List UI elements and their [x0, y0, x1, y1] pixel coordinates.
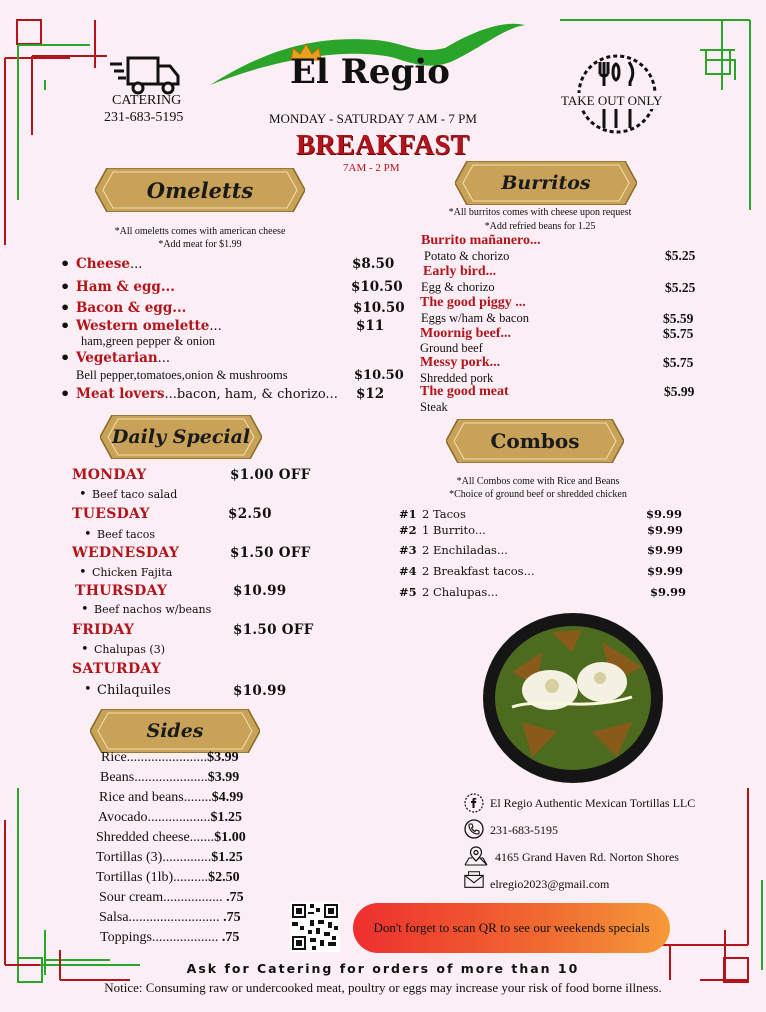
chilaquiles-photo — [482, 612, 664, 784]
omelett-item: • Cheese... — [76, 256, 142, 272]
email-icon — [463, 869, 485, 891]
brand-logo: El Regio — [290, 52, 450, 92]
catering-label: CATERING — [112, 93, 182, 108]
contact-phone: 231-683-5195 — [490, 823, 558, 837]
day-item: • Beef nachos w/beans — [94, 603, 211, 616]
burrito-name: The good piggy ... — [420, 295, 526, 310]
qr-message: Don't forget to scan QR to see our weekends specials — [373, 920, 650, 935]
omelett-item: • Vegetarian... — [76, 350, 170, 366]
day-item: • Chicken Fajita — [92, 566, 172, 579]
combo-price: $9.99 — [647, 564, 684, 578]
day-label: THURSDAY — [75, 583, 168, 599]
burrito-price: $5.75 — [663, 326, 694, 341]
burrito-desc: Steak — [420, 400, 448, 414]
day-price: $1.50 OFF — [230, 545, 311, 561]
qr-code[interactable] — [290, 902, 340, 952]
burrito-desc: Shredded pork — [420, 371, 494, 385]
burrito-desc: Egg & chorizo — [421, 280, 495, 294]
day-label: TUESDAY — [72, 506, 150, 522]
omelett-price: $8.50 — [352, 256, 395, 272]
burrito-desc: Eggs w/ham & bacon — [421, 311, 529, 325]
burrito-price: $5.75 — [663, 355, 694, 370]
day-price: $1.50 OFF — [233, 622, 314, 638]
truck-icon — [108, 50, 184, 96]
catering-note: Ask for Catering for orders of more than 10 — [186, 961, 580, 976]
burritos-note-1: *All burritos comes with cheese upon request — [448, 207, 632, 218]
side-item: Rice and beans........$4.99 — [99, 790, 244, 805]
takeout-label: TAKE OUT ONLY — [561, 93, 663, 108]
combo-price: $9.99 — [647, 523, 684, 537]
burrito-name: Messy pork... — [420, 355, 501, 370]
combo-name: 2 Breakfast tacos... — [422, 564, 535, 578]
omelett-item: • Ham & egg... — [76, 279, 175, 295]
combo-number: #3 — [399, 543, 417, 557]
health-notice: Notice: Consuming raw or undercooked meat, poultry or eggs may increase your risk of food borne illness. — [104, 980, 662, 995]
side-item: Salsa.......................... .75 — [99, 910, 241, 925]
combos-note-2: *Choice of ground beef or shredded chicken — [449, 489, 627, 500]
omelett-price: $10.50 — [353, 300, 405, 316]
corner-frame-bottom-right — [640, 780, 766, 1012]
day-item: • Chalupas (3) — [94, 643, 165, 656]
burrito-price: $5.25 — [665, 248, 696, 263]
day-label: WEDNESDAY — [72, 545, 180, 561]
burrito-name: Moornig beef... — [420, 326, 511, 341]
burrito-price: $5.99 — [664, 384, 695, 399]
burritos-title: Burritos — [501, 172, 591, 194]
omelett-price: $10.50 — [351, 279, 403, 295]
combo-name: 1 Burrito... — [422, 523, 486, 537]
omelett-item: • Bacon & egg... — [76, 300, 186, 316]
day-price: $1.00 OFF — [230, 467, 311, 483]
side-item: Rice.......................$3.99 — [101, 750, 239, 765]
section-hours: 7AM - 2 PM — [343, 162, 400, 174]
sides-title: Sides — [146, 720, 204, 742]
day-item: • Beef taco salad — [92, 488, 177, 501]
day-price: $10.99 — [233, 683, 287, 699]
combo-price: $9.99 — [646, 507, 683, 521]
omelett-desc: Bell pepper,tomatoes,onion & mushrooms — [76, 368, 288, 382]
catering-phone: 231-683-5195 — [104, 110, 184, 125]
side-item: Beans.....................$3.99 — [100, 770, 240, 785]
day-label: SATURDAY — [72, 661, 162, 677]
combo-number: #4 — [399, 564, 417, 578]
side-item: Toppings................... .75 — [100, 930, 240, 945]
combos-note-1: *All Combos come with Rice and Beans — [456, 476, 620, 487]
burritos-note-2: *Add refried beans for 1.25 — [484, 221, 596, 232]
side-item: Avocado..................$1.25 — [98, 810, 242, 825]
omeletts-banner — [95, 168, 305, 212]
burritos-banner — [455, 161, 637, 205]
burrito-name: The good meat — [420, 384, 509, 399]
hours-text: MONDAY - SATURDAY 7 AM - 7 PM — [269, 111, 477, 126]
omeletts-title: Omeletts — [146, 177, 254, 203]
burrito-desc: Potato & chorizo — [424, 249, 510, 263]
burrito-desc: Ground beef — [420, 341, 483, 355]
burrito-name: Early bird... — [423, 264, 497, 279]
combos-title: Combos — [490, 429, 580, 453]
qr-message-pill — [353, 903, 670, 953]
side-item: Shredded cheese.......$1.00 — [96, 830, 246, 845]
side-item: Tortillas (1lb)..........$2.50 — [96, 870, 240, 885]
location-icon — [463, 845, 489, 867]
facebook-icon — [463, 792, 485, 814]
omelett-price: $12 — [356, 386, 385, 402]
day-price: $2.50 — [228, 506, 272, 522]
side-item: Sour cream................. .75 — [99, 890, 244, 905]
sides-banner — [90, 709, 260, 753]
burrito-price: $5.25 — [665, 280, 696, 295]
day-item: • Beef tacos — [97, 528, 155, 541]
burrito-name: Burrito mañanero... — [421, 233, 541, 248]
burrito-price: $5.59 — [663, 311, 694, 326]
combo-price: $9.99 — [650, 585, 687, 599]
daily-special-banner — [100, 415, 262, 459]
combo-number: #1 — [399, 507, 417, 521]
omelett-desc: ham,green pepper & onion — [81, 334, 215, 348]
day-price: $10.99 — [233, 583, 287, 599]
daily-special-title: Daily Special — [111, 426, 251, 448]
combo-name: 2 Chalupas... — [422, 585, 499, 599]
combo-number: #2 — [399, 523, 417, 537]
day-label: FRIDAY — [72, 622, 135, 638]
day-label: MONDAY — [72, 467, 147, 483]
combos-banner — [446, 419, 624, 463]
side-item: Tortillas (3)..............$1.25 — [96, 850, 243, 865]
day-item: • Chilaquiles — [97, 683, 171, 698]
corner-frame-top-left — [0, 0, 110, 260]
section-title: BREAKFAST — [296, 130, 470, 161]
phone-icon — [463, 818, 485, 840]
omelett-price: $10.50 — [354, 368, 404, 383]
omeletts-note-2: *Add meat for $1.99 — [158, 239, 242, 250]
combo-name: 2 Enchiladas... — [422, 543, 508, 557]
omelett-item: • Meat lovers...bacon, ham, & chorizo... — [76, 386, 338, 402]
omeletts-note-1: *All omeletts comes with american cheese — [114, 226, 286, 237]
contact-email: elregio2023@gmail.com — [490, 877, 610, 891]
omelett-item: • Western omelette... — [76, 318, 222, 334]
contact-address: 4165 Grand Haven Rd. Norton Shores — [495, 850, 679, 864]
combo-name: 2 Tacos — [422, 507, 466, 521]
combo-number: #5 — [399, 585, 417, 599]
combo-price: $9.99 — [647, 543, 684, 557]
omelett-price: $11 — [356, 318, 385, 334]
business-name: El Regio Authentic Mexican Tortillas LLC — [490, 796, 696, 810]
